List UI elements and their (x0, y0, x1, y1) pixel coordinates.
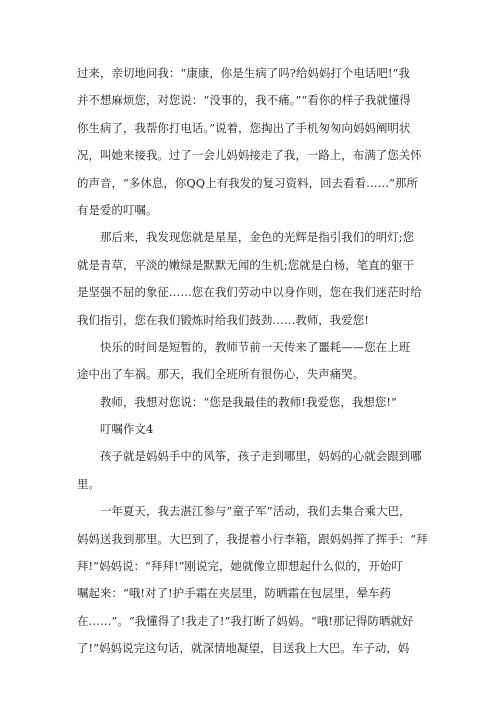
text-line: 并不想麻烦您，对您说：“没事的，我不痛。”“看你的样子我就懂得 (77, 93, 411, 108)
text-line: 在……”。“我懂得了!我走了!”我打断了妈妈。“哦!那记得防晒就好 (77, 613, 414, 628)
text-line: 况，叫她来接我。过了一会儿妈妈接走了我，一路上，布满了您关怀 (77, 148, 422, 163)
text-line: 妈妈送我到那里。大巴到了，我提着小行李箱，跟妈妈挥了挥手：“拜 (77, 531, 428, 546)
text-line: 一年夏天，我去湛江参与“童子军”活动，我们去集合乘大巴， (100, 504, 411, 519)
text-line: 你生病了，我帮你打电话。”说着，您掏出了手机匆匆向妈妈阐明状 (77, 120, 411, 135)
text-line: 过来，亲切地问我：“康康，你是生病了吗?给妈妈打个电话吧!”我 (77, 66, 410, 80)
text-line: 嘱起来：“哦!对了!护手霜在夹层里，防晒霜在包层里，晕车药 (77, 586, 392, 601)
text-line: 了!”妈妈说完这句话，就深情地凝望，目送我上大巴。车子动，妈 (77, 641, 410, 656)
text-line: 是坚强不屈的象征……您在我们劳动中以身作则，您在我们迷茫时给 (77, 285, 422, 300)
text-line: 快乐的时间是短暂的，教师节前一天传来了噩耗——您在上班 (100, 339, 411, 354)
text-line: 孩子就是妈妈手中的风筝，孩子走到哪里，妈妈的心就会跟到哪 (100, 449, 422, 464)
text-line: 那后来，我发现您就是星星，金色的光辉是指引我们的明灯;您 (100, 230, 415, 245)
text-line: 叮嘱作文4 (100, 422, 154, 437)
text-line: 我们指引，您在我们锻炼时给我们鼓劲……教师，我爱您! (77, 312, 369, 327)
text-line: 拜!”妈妈说：“拜拜!”刚说完，她就像立即想起什么似的，开始叮 (77, 559, 403, 574)
text-line: 就是青草，平淡的嫩绿是默默无闻的生机;您就是白杨，笔直的躯干 (77, 257, 415, 272)
text-line: 的声音，“多休息，你QQ上有我发的复习资料，回去看看……”那所 (77, 175, 418, 190)
text-line: 有是爱的叮嘱。 (77, 202, 158, 217)
document-body (77, 60, 429, 663)
text-line: 途中出了车祸。那天，我们全班所有很伤心，失声痛哭。 (77, 367, 365, 382)
text-line: 教师，我想对您说：“您是我最佳的教师!我爱您，我想您!” (100, 394, 397, 409)
text-line: 里。 (77, 476, 100, 491)
